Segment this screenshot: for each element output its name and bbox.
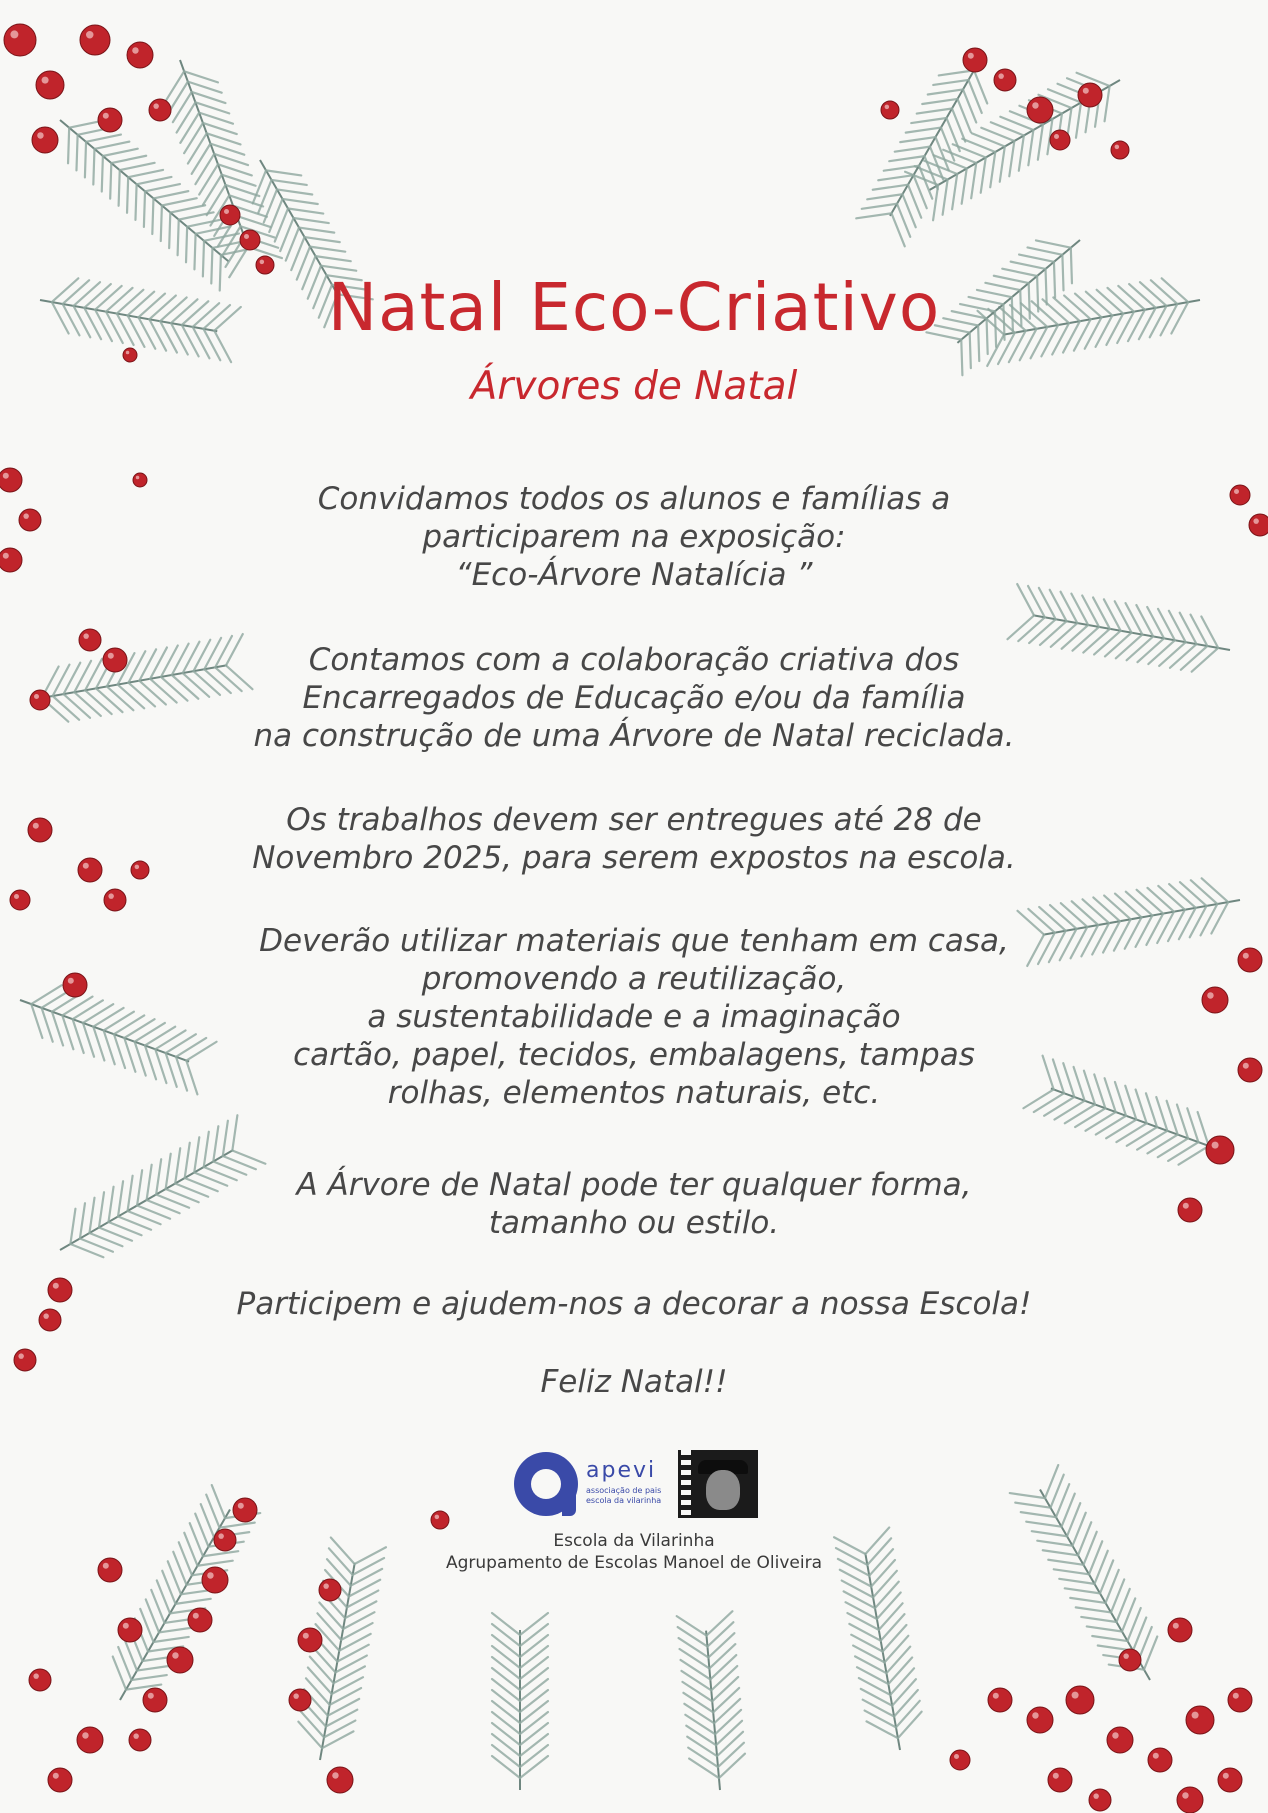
call-to-action: Participem e ajudem-nos a decorar a nossa Escola! [236,1286,1032,1322]
shape-paragraph: A Árvore de Natal pode ter qualquer forma, tamanho ou estilo. [296,1167,972,1241]
school-footer [0,1530,1268,1574]
school-group: Agrupamento de Escolas Manoel de Oliveira [445,1553,823,1573]
collaboration-paragraph: Contamos com a colaboração criativa dos Encarregados de Educação e/ou da família na construção de uma Árvore de Natal reciclada. [253,642,1015,754]
school-name: Escola da Vilarinha [553,1531,715,1551]
apevi-tagline: associação de pais escola da vilarinha [586,1486,662,1505]
deadline-paragraph: Os trabalhos devem ser entregues até 28 de Novembro 2025, para serem expostos na escola. [252,802,1016,876]
invitation-paragraph: Convidamos todos os alunos e famílias a participarem na exposição: “Eco-Árvore Natalícia ” [317,481,951,593]
greeting: Feliz Natal!! [540,1364,728,1400]
apevi-name: apevi [586,1458,657,1483]
logos [510,1446,770,1526]
page-subtitle: Árvores de Natal [470,364,798,409]
page-title: Natal Eco-Criativo [327,269,941,346]
film-portrait-logo-icon [678,1450,758,1518]
materials-paragraph: Deverão utilizar materiais que tenham em casa, promovendo a reutilização, a sustentabilidade e a imaginação cartão, papel, tecidos, embalagens, tampas rolhas, elementos naturais, etc. [259,923,1009,1111]
